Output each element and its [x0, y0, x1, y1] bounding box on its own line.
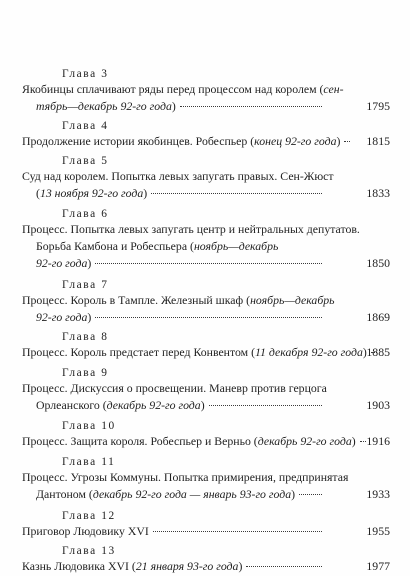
title-text-segment: ) [238, 559, 243, 573]
title-text [22, 133, 340, 150]
chapter-title-line [22, 523, 328, 540]
italic-date-text: декабрь 92-го года — январь 93-го года [92, 487, 292, 501]
toc-entry [0, 154, 410, 202]
italic-date-text: 13 ноября 92-го года [39, 186, 144, 200]
chapter-title [22, 469, 349, 503]
chapter-title [22, 558, 328, 575]
chapter-title-line [22, 380, 328, 397]
chapter-title-line [22, 255, 328, 272]
chapter-title [22, 221, 360, 272]
dot-leader [299, 494, 322, 495]
chapter-heading: Глава 6 [62, 208, 109, 220]
chapter-title-line [22, 433, 356, 450]
chapter-heading: Глава 11 [62, 456, 116, 468]
chapter-title [22, 380, 328, 414]
toc-entry [0, 544, 410, 575]
title-text [36, 309, 91, 326]
page-number: 1869 [366, 310, 390, 324]
chapter-title [22, 344, 367, 361]
title-text [22, 470, 348, 484]
italic-date-text: ноябрь—декабрь [250, 293, 335, 307]
page-number: 1885 [366, 345, 390, 359]
chapter-title-line [22, 558, 328, 575]
title-text-segment: ) [291, 487, 296, 501]
title-text-segment: ) [336, 134, 341, 148]
italic-date-text: сен- [323, 82, 344, 96]
toc-list [0, 67, 410, 575]
dot-leader [95, 263, 322, 264]
chapter-heading: Глава 8 [62, 331, 109, 343]
toc-entry [0, 278, 410, 326]
dot-leader [153, 531, 322, 532]
chapter-heading: Глава 10 [62, 420, 116, 432]
dot-leader [180, 106, 322, 107]
chapter-title [22, 523, 328, 540]
title-text-segment: Процесс. Защита короля. Робеспьер и Верньо ( [22, 434, 258, 448]
italic-date-text: 21 января 93-го года [135, 559, 239, 573]
toc-entry [0, 330, 410, 361]
title-text-segment: Якобинцы сплачивают ряды перед процессом над королем ( [22, 82, 324, 96]
title-text-segment: ) [171, 99, 176, 113]
title-text-segment: Орлеанского ( [36, 398, 107, 412]
italic-date-text: тябрь—декабрь 92-го года [36, 99, 172, 113]
toc-entry [0, 509, 410, 540]
title-text-segment: Казнь Людовика XVI ( [22, 559, 136, 573]
title-text-segment: ) [87, 256, 92, 270]
title-text-segment: Продолжение истории якобинцев. Робеспьер ( [22, 134, 255, 148]
chapter-title-line [22, 168, 334, 185]
title-text [22, 523, 149, 540]
title-text-segment: ) [362, 345, 367, 359]
toc-entry [0, 419, 410, 450]
title-text-segment: ) [87, 310, 92, 324]
chapter-title-line [22, 469, 349, 486]
toc-entry [0, 207, 410, 272]
page-number: 1903 [366, 398, 390, 412]
dot-leader [209, 405, 322, 406]
chapter-title [22, 292, 335, 326]
title-text [36, 98, 176, 115]
title-text-segment: Дантоном ( [36, 487, 93, 501]
dot-leader [95, 317, 322, 318]
dot-leader [151, 193, 322, 194]
chapter-heading: Глава 4 [62, 120, 109, 132]
chapter-heading: Глава 7 [62, 279, 109, 291]
italic-date-text: конец 92-го года [254, 134, 337, 148]
title-text-segment: Процесс. Король в Тампле. Железный шкаф ( [22, 293, 251, 307]
chapter-title-line [22, 309, 328, 326]
title-text [22, 293, 335, 307]
italic-date-text: декабрь 92-го года [106, 398, 201, 412]
page-number: 1833 [366, 186, 390, 200]
italic-date-text: ноябрь—декабрь [193, 239, 279, 253]
page-number: 1916 [366, 434, 390, 448]
italic-date-text: 92-го года [36, 310, 88, 324]
title-text [22, 82, 344, 96]
page-number: 1850 [366, 256, 390, 270]
title-text [36, 185, 147, 202]
italic-date-text: 92-го года [36, 256, 88, 270]
italic-date-text: 11 декабря 92-го года [255, 345, 363, 359]
title-text-segment: Процесс. Король предстает перед Конвентом ( [22, 345, 256, 359]
page-number: 1977 [366, 559, 390, 573]
title-text-segment: ) [143, 186, 148, 200]
chapter-title [22, 433, 356, 450]
chapter-title-line [22, 81, 344, 98]
toc-entry [0, 366, 410, 414]
title-text-segment: Процесс. Угрозы Коммуны. Попытка примирения, предпринятая [22, 470, 349, 484]
title-text [36, 397, 205, 414]
chapter-title-line [22, 292, 335, 309]
chapter-title [22, 133, 341, 150]
chapter-heading: Глава 13 [62, 545, 116, 557]
page-number: 1795 [366, 99, 390, 113]
title-text [22, 344, 367, 361]
chapter-title [22, 168, 334, 202]
chapter-heading: Глава 9 [62, 367, 109, 379]
toc-entry [0, 455, 410, 503]
chapter-title [22, 81, 344, 115]
title-text [36, 239, 278, 253]
chapter-heading: Глава 3 [62, 68, 109, 80]
title-text-segment: Суд над королем. Попытка левых запугать правых. Сен-Жюст [22, 169, 334, 183]
title-text [22, 433, 356, 450]
chapter-title-line [22, 221, 360, 238]
title-text-segment: Борьба Камбона и Робеспьера ( [36, 239, 194, 253]
title-text-segment: ( [36, 186, 40, 200]
chapter-heading: Глава 5 [62, 155, 109, 167]
chapter-title-line [22, 344, 367, 361]
chapter-title-line [22, 98, 328, 115]
page-number: 1955 [366, 524, 390, 538]
chapter-title-line [22, 238, 328, 255]
chapter-title-line [22, 486, 328, 503]
title-text-segment: Процесс. Попытка левых запугать центр и нейтральных депутатов. [22, 222, 360, 236]
toc-entry [0, 67, 410, 115]
chapter-title-line [22, 397, 328, 414]
page-number: 1815 [366, 134, 390, 148]
title-text [36, 486, 295, 503]
dot-leader [246, 566, 322, 567]
title-text [36, 255, 91, 272]
title-text-segment: Процесс. Дискуссия о просвещении. Маневр против герцога [22, 381, 327, 395]
title-text-segment: ) [351, 434, 356, 448]
title-text-segment: Приговор Людовику XVI [22, 524, 149, 538]
title-text [22, 381, 327, 395]
title-text [22, 169, 334, 183]
page-number: 1933 [366, 487, 390, 501]
title-text [22, 222, 360, 236]
title-text-segment: ) [200, 398, 205, 412]
chapter-heading: Глава 12 [62, 510, 116, 522]
toc-entry [0, 119, 410, 150]
italic-date-text: декабрь 92-го года [257, 434, 352, 448]
chapter-title-line [22, 133, 341, 150]
title-text [22, 558, 242, 575]
chapter-title-line [22, 185, 328, 202]
